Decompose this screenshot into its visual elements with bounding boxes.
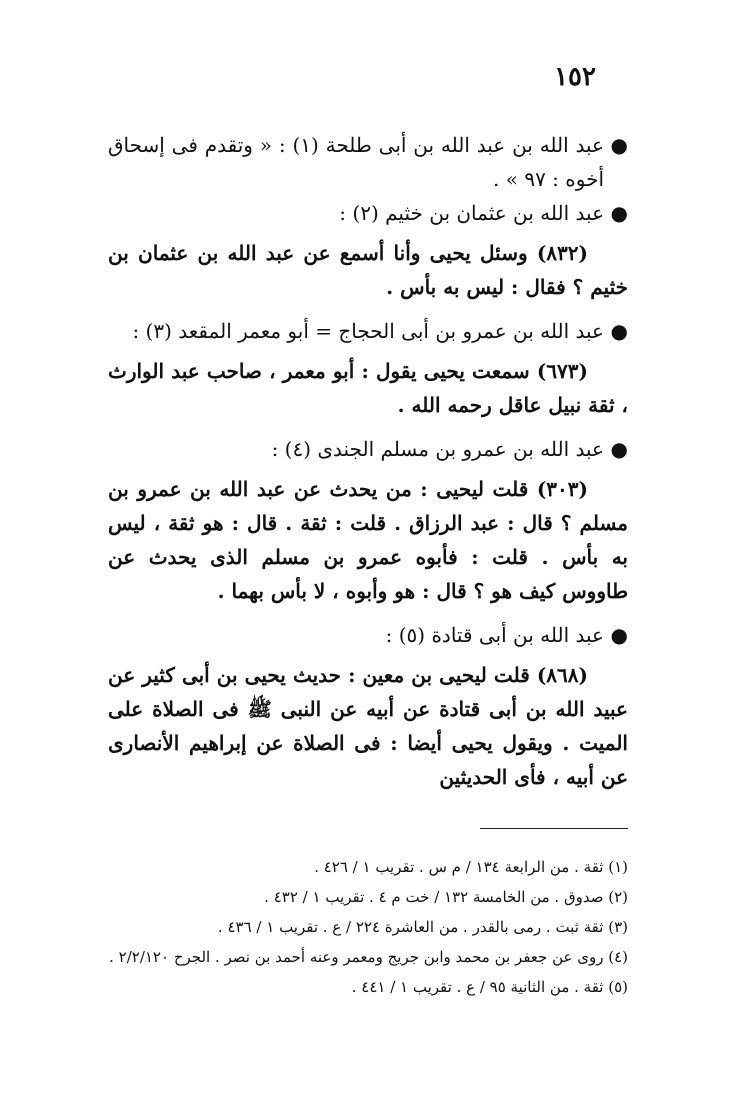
main-text [108,128,628,804]
entry-heading [108,128,628,196]
narration-paragraph [108,658,628,794]
bullet-icon: ● [610,437,628,461]
narration-paragraph [108,354,628,422]
entry-heading-text: عبد الله بن عبد الله بن أبى طلحة (١) : « وتقدم فى إسحاق أخوه : ٩٧ » . [108,133,604,191]
footnote: (٥) ثقة . من الثانية ٩٥ / ع . تقريب ١ / ٤٤١ . [351,978,628,996]
narration-paragraph [108,236,628,304]
narration-text: (٦٧٣) سمعت يحيى يقول : أبو معمر ، صاحب عبد الوارث ، ثقة نبيل عاقل رحمه الله . [108,359,628,417]
entry-heading [108,314,628,348]
bullet-icon: ● [610,133,628,157]
narration-text: (٨٣٢) وسئل يحيى وأنا أسمع عن عبد الله بن عثمان بن خثيم ؟ فقال : ليس به بأس . [108,241,628,299]
footnote: (٢) صدوق . من الخامسة ١٣٢ / خت م ٤ . تقريب ١ / ٤٣٢ . [264,888,628,906]
footnote: (١) ثقة . من الرابعة ١٣٤ / م س . تقريب ١ / ٤٢٦ . [314,858,628,876]
footnotes [108,852,628,1002]
entry-heading-text: عبد الله بن أبى قتادة (٥) : [385,623,604,647]
footnote: (٤) روى عن جعفر بن محمد وابن جريج ومعمر وعنه أحمد بن نصر . الجرح ٢/٢/١٢٠ . [109,948,628,966]
bullet-icon: ● [610,201,628,225]
narration-paragraph [108,472,628,608]
narration-text: (٣٠٣) قلت ليحيى : من يحدث عن عبد الله بن عمرو بن مسلم ؟ قال : عبد الرزاق . قلت : ثقة . قال : هو ثقة ، ليس به بأس . قلت : فأبوه عمرو بن مسلم الذى يحدث عن طاووس كيف هو ؟ قال : هو وأبوه ، لا بأس بهما . [108,477,628,603]
entry-heading-text: عبد الله بن عمرو بن مسلم الجندى (٤) : [271,437,604,461]
entry-heading [108,196,628,230]
footnote: (٣) ثقة ثبت . رمى بالقدر . من العاشرة ٢٢٤ / ع . تقريب ١ / ٤٣٦ . [217,918,628,936]
page-number: ١٥٢ [554,62,596,92]
entry-heading-text: عبد الله بن عثمان بن خثيم (٢) : [339,201,604,225]
entry-heading [108,618,628,652]
narration-text: (٨٦٨) قلت ليحيى بن معين : حديث يحيى بن أبى كثير عن عبيد الله بن أبى قتادة عن أبيه عن النبى ﷺ فى الصلاة على الميت . ويقول يحيى أيضا : فى الصلاة عن إبراهيم الأنصارى عن أبيه ، فأى الحديثين [108,663,628,789]
bullet-icon: ● [610,319,628,343]
entry-heading-text: عبد الله بن عمرو بن أبى الحجاج = أبو معمر المقعد (٣) : [132,319,604,343]
footnote-divider [480,828,628,829]
entry-heading [108,432,628,466]
bullet-icon: ● [610,623,628,647]
